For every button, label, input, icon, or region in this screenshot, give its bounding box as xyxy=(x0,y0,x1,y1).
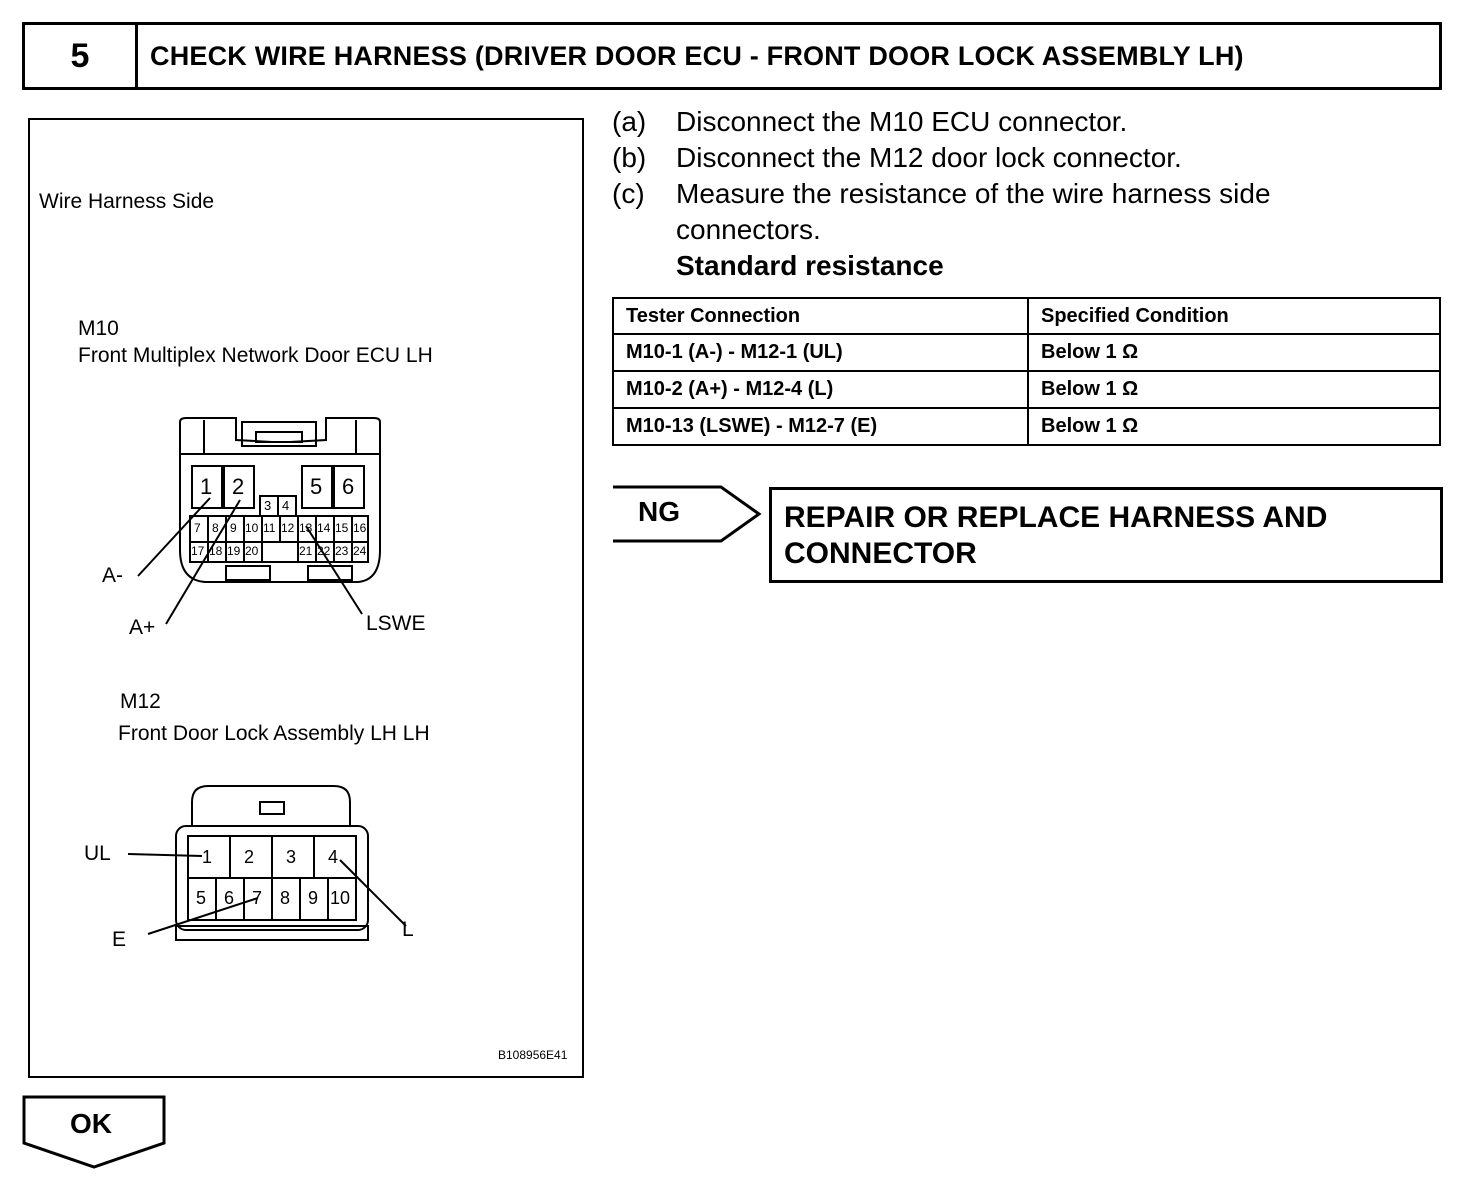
m10-pin-label: 17 xyxy=(191,544,205,558)
m12-label-e: E xyxy=(112,928,127,951)
m12-name: Front Door Lock Assembly LH LH xyxy=(118,722,430,745)
m12-label-ul: UL xyxy=(84,842,111,865)
m10-name: Front Multiplex Network Door ECU LH xyxy=(78,344,433,367)
table-cell: Below 1 Ω xyxy=(1028,371,1440,408)
m10-pin-label: 14 xyxy=(317,521,331,535)
step-text: Disconnect the M12 door lock connector. xyxy=(676,142,1182,173)
ng-arrow-shape xyxy=(611,485,763,545)
table-row xyxy=(613,334,1440,371)
m12-pin-4-label: 4 xyxy=(328,847,339,867)
m10-pin-label: 15 xyxy=(335,521,349,535)
m10-pin-1-label: 1 xyxy=(200,474,213,499)
m10-pin-label: 12 xyxy=(281,521,295,535)
table-cell: M10-13 (LSWE) - M12-7 (E) xyxy=(613,408,1028,445)
m12-pin-label: 9 xyxy=(308,888,319,908)
m12-pin-1-label: 1 xyxy=(202,847,213,867)
table-cell: Below 1 Ω xyxy=(1028,408,1440,445)
table-header: Specified Condition xyxy=(1028,298,1440,334)
step-number: 5 xyxy=(25,25,138,87)
m10-pin-label: 7 xyxy=(194,521,201,535)
m10-pin-label: 8 xyxy=(212,521,219,535)
step-text: Measure the resistance of the wire harness side connectors. xyxy=(676,178,1271,245)
m10-id: M10 xyxy=(78,317,119,340)
m12-pin-label: 5 xyxy=(196,888,207,908)
m10-pin-13-label: 13 xyxy=(299,521,313,535)
m10-pin-2-label: 2 xyxy=(232,474,245,499)
m10-pin-label: 24 xyxy=(353,544,367,558)
m10-pin-label: 10 xyxy=(245,521,259,535)
m10-pin-3-label: 3 xyxy=(264,498,272,513)
m10-pin-label: 23 xyxy=(335,544,349,558)
table-cell: Below 1 Ω xyxy=(1028,334,1440,371)
m10-pin-6-label: 6 xyxy=(342,474,355,499)
table-header: Tester Connection xyxy=(613,298,1028,334)
step-label: (b) xyxy=(612,142,647,173)
m10-label-a-plus: A+ xyxy=(129,616,156,639)
m10-label-a-minus: A- xyxy=(102,564,123,587)
step-header xyxy=(22,22,1442,90)
m12-pin-label: 6 xyxy=(224,888,235,908)
m10-pin-label: 16 xyxy=(353,521,367,535)
instruction-step xyxy=(612,104,1442,140)
m10-pin-label: 9 xyxy=(230,521,237,535)
m12-pin-label: 10 xyxy=(330,888,351,908)
wire-harness-side-caption: Wire Harness Side xyxy=(39,190,215,213)
instruction-step xyxy=(612,176,1442,248)
m12-id: M12 xyxy=(120,690,161,713)
ng-action-box: REPAIR OR REPLACE HARNESS AND CONNECTOR xyxy=(769,487,1443,583)
m12-pin-7-label: 7 xyxy=(252,888,263,908)
table-cell: M10-2 (A+) - M12-4 (L) xyxy=(613,371,1028,408)
m10-label-lswe: LSWE xyxy=(366,612,426,635)
table-row xyxy=(613,371,1440,408)
connector-figure xyxy=(28,118,584,1078)
step-text: Disconnect the M10 ECU connector. xyxy=(676,106,1128,137)
m10-pin-label: 20 xyxy=(245,544,259,558)
step-label: (c) xyxy=(612,178,645,209)
m10-pin-5-label: 5 xyxy=(310,474,323,499)
instruction-steps xyxy=(612,104,1442,284)
table-row xyxy=(613,408,1440,445)
table-cell: M10-1 (A-) - M12-1 (UL) xyxy=(613,334,1028,371)
resistance-table xyxy=(612,297,1441,446)
m10-pin-label: 18 xyxy=(209,544,223,558)
m10-pin-4-label: 4 xyxy=(282,498,290,513)
standard-resistance-title: Standard resistance xyxy=(676,250,944,281)
m10-pin-label: 22 xyxy=(317,544,331,558)
m10-pin-label: 11 xyxy=(263,521,276,535)
ng-label: NG xyxy=(638,496,680,527)
figure-code: B108956E41 xyxy=(498,1048,568,1062)
step-title: CHECK WIRE HARNESS (DRIVER DOOR ECU - FRONT DOOR LOCK ASSEMBLY LH) xyxy=(150,40,1244,71)
m10-pin-label: 19 xyxy=(227,544,241,558)
table-header-row xyxy=(613,298,1440,334)
m12-label-l: L xyxy=(402,918,414,941)
m12-pin-label: 8 xyxy=(280,888,291,908)
m10-pin-label: 21 xyxy=(299,544,313,558)
step-label: (a) xyxy=(612,106,647,137)
m12-pin-2-label: 2 xyxy=(244,847,255,867)
m12-pin-3-label: 3 xyxy=(286,847,297,867)
ok-label: OK xyxy=(70,1108,112,1139)
instruction-step xyxy=(612,140,1442,176)
m12-connector-body xyxy=(192,786,350,826)
